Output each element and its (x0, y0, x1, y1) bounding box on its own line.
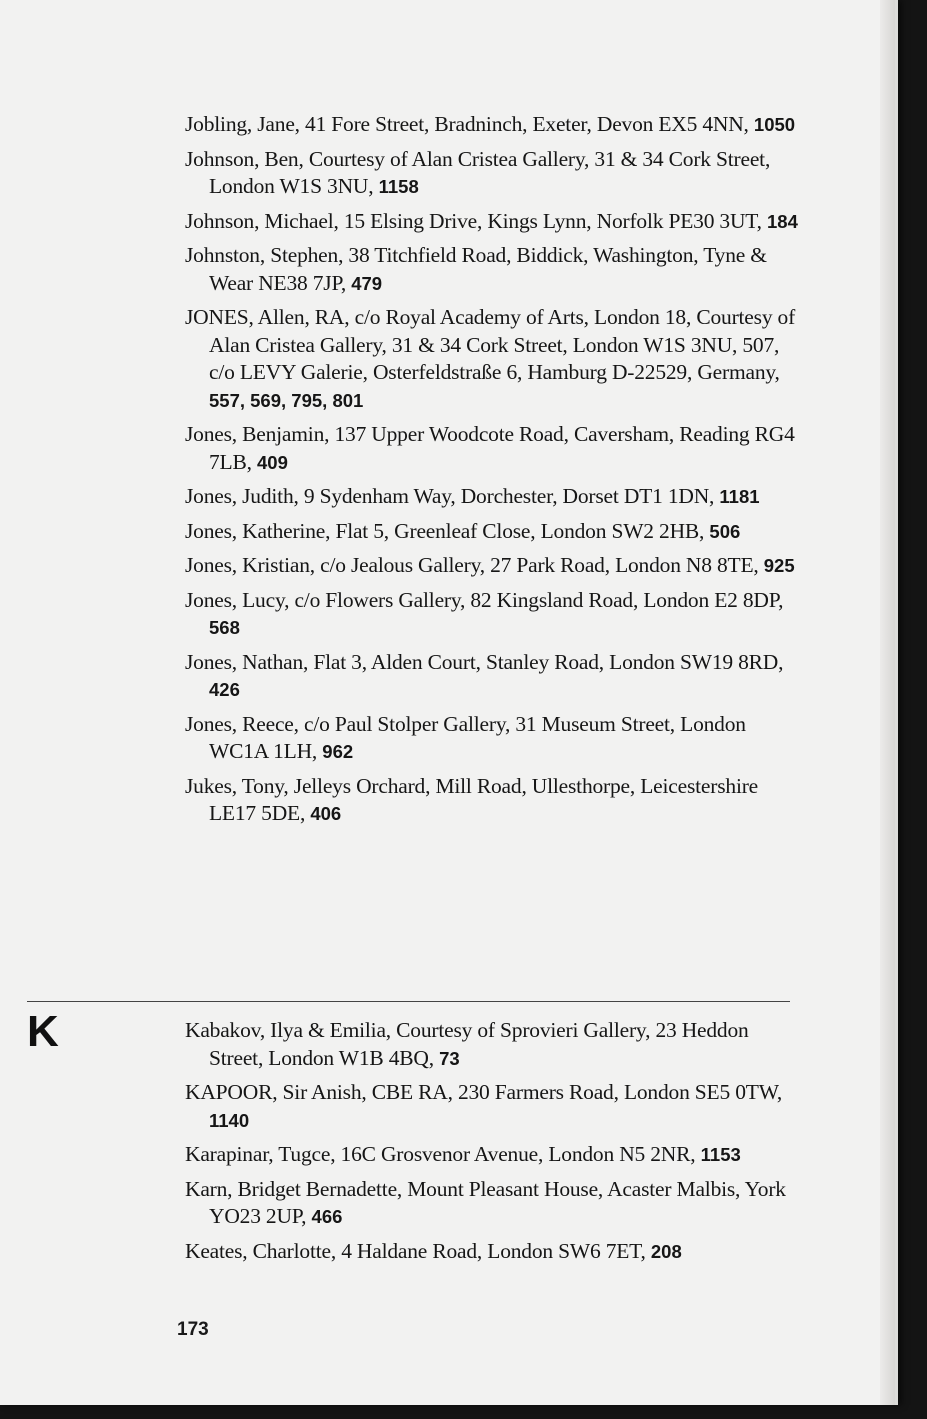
entry-text: Johnston, Stephen, 38 Titchfield Road, Biddick, Washington, Tyne & Wear NE38 7JP, (185, 243, 767, 295)
entry-text: Jones, Judith, 9 Sydenham Way, Dorchester, Dorset DT1 1DN, (185, 484, 715, 508)
index-entry (185, 518, 805, 546)
index-entry (185, 587, 805, 642)
entry-text: Kabakov, Ilya & Emilia, Courtesy of Sprovieri Gallery, 23 Heddon Street, London W1B 4BQ, (185, 1018, 749, 1070)
index-entry (185, 1238, 805, 1266)
entry-pages: 208 (650, 1240, 682, 1262)
index-entry (185, 146, 805, 201)
section-letter: K (27, 1007, 59, 1056)
entry-text: Karapinar, Tugce, 16C Grosvenor Avenue, London N5 2NR, (185, 1142, 696, 1166)
entry-pages: 1158 (378, 176, 419, 197)
entry-pages: 184 (767, 210, 798, 232)
index-entry (185, 111, 805, 139)
page-number: 173 (177, 1319, 209, 1340)
index-entries-k (185, 1017, 805, 1272)
entry-pages: 1140 (209, 1109, 250, 1131)
index-entry (185, 1176, 805, 1231)
entry-text: Jukes, Tony, Jelleys Orchard, Mill Road, Ullesthorpe, Leicestershire LE17 5DE, (185, 773, 759, 825)
entry-text: Jobling, Jane, 41 Fore Street, Bradninch, Exeter, Devon EX5 4NN, (185, 112, 749, 136)
entry-text: Jones, Kristian, c/o Jealous Gallery, 27 Park Road, London N8 8TE, (185, 553, 759, 577)
entry-text: Johnson, Ben, Courtesy of Alan Cristea Gallery, 31 & 34 Cork Street, London W1S 3NU, (185, 146, 771, 198)
entry-pages: 73 (439, 1047, 460, 1069)
entry-pages: 568 (209, 617, 240, 638)
entry-text: Jones, Reece, c/o Paul Stolper Gallery, 31 Museum Street, London WC1A 1LH, (185, 711, 746, 763)
index-entry (185, 1141, 805, 1169)
index-entry (185, 1017, 805, 1072)
entry-pages: 406 (310, 803, 342, 824)
entry-pages: 925 (763, 555, 795, 576)
entry-text: Jones, Benjamin, 137 Upper Woodcote Road, Caversham, Reading RG4 7LB, (185, 422, 795, 474)
entry-text: Johnson, Michael, 15 Elsing Drive, Kings Lynn, Norfolk PE30 3UT, (185, 208, 762, 233)
entry-text: Karn, Bridget Bernadette, Mount Pleasant House, Acaster Malbis, York YO23 2UP, (185, 1176, 786, 1228)
page-edge (880, 0, 895, 1405)
index-entries-j (185, 111, 805, 835)
index-entry (185, 773, 805, 828)
index-entry (185, 649, 805, 704)
index-entry (185, 421, 805, 476)
index-entry (185, 242, 805, 297)
index-entry (185, 552, 805, 580)
entry-pages: 466 (311, 1206, 343, 1227)
entry-pages: 557, 569, 795, 801 (209, 389, 364, 411)
index-entry (185, 711, 805, 766)
entry-text: JONES, Allen, RA, c/o Royal Academy of Arts, London 18, Courtesy of Alan Cristea Gallery, 31 & 34 Cork Street, London W1S 3NU, 507, c/o LEVY Galerie, Osterfeldstraße 6, Hamburg D-22529, Germany, (185, 305, 796, 384)
section-divider (27, 1001, 790, 1002)
entry-pages: 962 (322, 741, 354, 762)
entry-text: Jones, Katherine, Flat 5, Greenleaf Close, London SW2 2HB, (185, 518, 705, 543)
entry-text: Keates, Charlotte, 4 Haldane Road, London SW6 7ET, (185, 1238, 646, 1263)
entry-pages: 409 (257, 451, 288, 473)
index-entry (185, 304, 805, 414)
entry-text: Jones, Nathan, Flat 3, Alden Court, Stanley Road, London SW19 8RD, (185, 649, 784, 674)
index-entry (185, 483, 805, 511)
index-entry (185, 1079, 805, 1134)
entry-pages: 426 (209, 679, 240, 700)
entry-pages: 479 (351, 272, 383, 294)
entry-pages: 1050 (753, 114, 796, 135)
index-entry (185, 208, 805, 236)
entry-text: KAPOOR, Sir Anish, CBE RA, 230 Farmers Road, London SE5 0TW, (185, 1080, 782, 1104)
entry-text: Jones, Lucy, c/o Flowers Gallery, 82 Kingsland Road, London E2 8DP, (185, 587, 784, 612)
entry-pages: 1153 (700, 1144, 741, 1165)
entry-pages: 506 (709, 520, 741, 542)
entry-pages: 1181 (719, 486, 760, 507)
